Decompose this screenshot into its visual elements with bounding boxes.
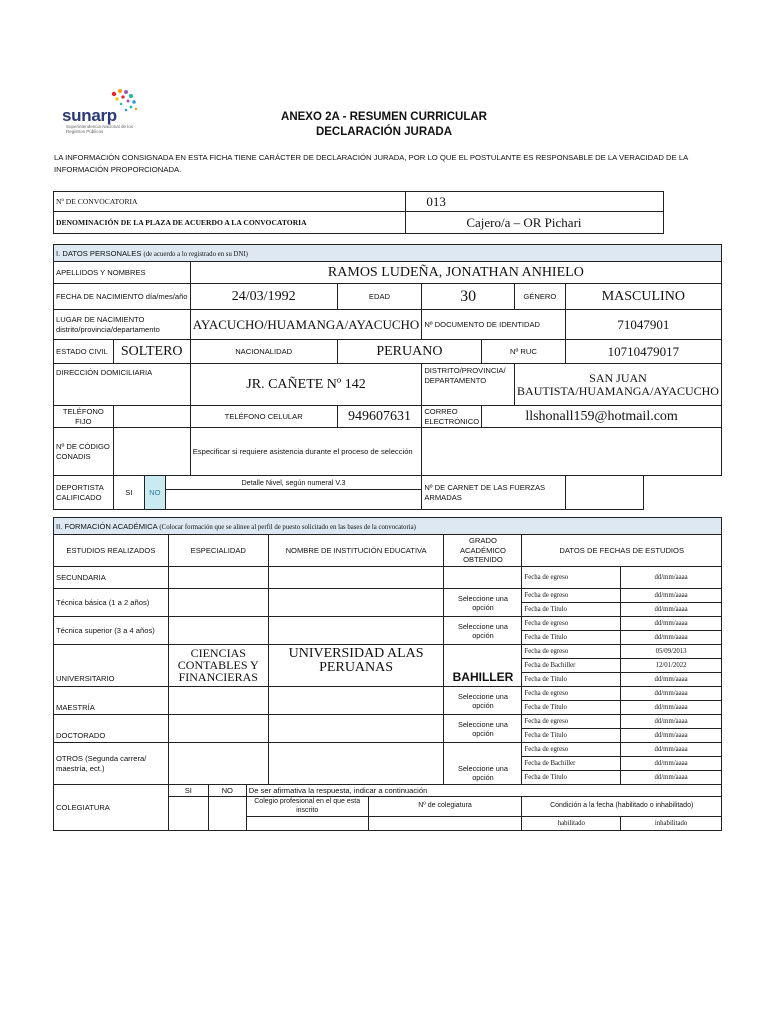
colegiatura-note: De ser afirmativa la respuesta, indicar a continuación [246, 785, 721, 797]
otros-bachiller-label: Fecha de Bachiller [522, 757, 621, 771]
col-institucion: NOMBRE DE INSTITUCIÓN EDUCATIVA [268, 535, 444, 567]
lugar-nacimiento-field[interactable]: AYACUCHO/HUAMANGA/AYACUCHO [190, 310, 422, 340]
colegio-field[interactable] [246, 817, 368, 831]
deportista-si[interactable]: SI [113, 476, 145, 510]
academic-table [53, 517, 722, 831]
edad-field[interactable]: 30 [422, 284, 515, 310]
carnet-field[interactable] [565, 476, 644, 510]
academic-section-note: (Colocar formación que se alinee al perfil de puesto solicitado en las bases de la convocatoria) [159, 523, 416, 531]
plaza-field[interactable]: Cajero/a – OR Pichari [406, 212, 664, 234]
asistencia-label: Especificar si requiere asistencia durante el proceso de selección [190, 428, 422, 476]
otros-bachiller-value[interactable]: dd/mm/aaaa [621, 757, 722, 771]
documento-field[interactable]: 71047901 [565, 310, 721, 340]
intro-text: LA INFORMACIÓN CONSIGNADA EN ESTA FICHA TIENE CARÁCTER DE DECLARACIÓN JURADA, POR LO QUE EL POSTULANTE ES RESPONSABLE DE LA VERACIDAD DE LA INFORMACIÓN PROPORCIONADA. [54, 153, 688, 174]
otros-egreso-value[interactable]: dd/mm/aaaa [621, 743, 722, 757]
fecha-nacimiento-field[interactable]: 24/03/1992 [190, 284, 337, 310]
col-fechas: DATOS DE FECHAS DE ESTUDIOS [522, 535, 722, 567]
universitario-institucion[interactable]: UNIVERSIDAD ALAS PERUANAS [268, 645, 444, 687]
documento-label: Nº DOCUMENTO DE IDENTIDAD [422, 310, 565, 340]
estado-civil-field[interactable]: SOLTERO [113, 340, 190, 364]
doctorado-titulo-value[interactable]: dd/mm/aaaa [621, 729, 722, 743]
correo-label: CORREO ELECTRÓNICO [422, 406, 482, 428]
asistencia-field[interactable] [422, 428, 722, 476]
universitario-bachiller-label: Fecha de Bachiller [522, 659, 621, 673]
condicion-header: Condición a la fecha (habilitado o inhabilitado) [522, 797, 722, 817]
secundaria-institucion[interactable] [268, 567, 444, 589]
habilitado-option[interactable]: habilitado [522, 817, 621, 831]
direccion-field[interactable]: JR. CAÑETE Nº 142 [190, 364, 422, 406]
colegio-header: Colegio profesional en el que esta inscrito [246, 797, 368, 817]
distrito-field[interactable]: SAN JUAN BAUTISTA/HUAMANGA/AYACUCHO [515, 364, 722, 406]
tec-basica-titulo-value[interactable]: dd/mm/aaaa [621, 603, 722, 617]
secundaria-fecha-label: Fecha de egreso [522, 567, 621, 589]
plaza-label: DENOMINACIÓN DE LA PLAZA DE ACUERDO A LA CONVOCATORIA [54, 212, 406, 234]
telefono-celular-field[interactable]: 949607631 [337, 406, 422, 428]
universitario-bachiller-value[interactable]: 12/01/2022 [621, 659, 722, 673]
secundaria-grado[interactable] [444, 567, 522, 589]
doctorado-label: DOCTORADO [54, 715, 169, 743]
num-colegiatura-header: Nº de colegiatura [368, 797, 522, 817]
secundaria-especialidad[interactable] [168, 567, 268, 589]
tec-basica-label: Técnica básica (1 a 2 años) [54, 589, 169, 617]
deportista-no[interactable]: NO [145, 476, 165, 510]
maestria-titulo-label: Fecha de Título [522, 701, 621, 715]
otros-grado-select[interactable]: Seleccione una opción [444, 743, 522, 785]
tec-basica-institucion[interactable] [268, 589, 444, 617]
nacionalidad-label: NACIONALIDAD [190, 340, 337, 364]
otros-label: OTROS (Segunda carrera/ maestría, ect.) [54, 743, 169, 785]
maestria-especialidad[interactable] [168, 687, 268, 715]
universitario-egreso-value[interactable]: 05/09/2013 [621, 645, 722, 659]
doctorado-titulo-label: Fecha de Título [522, 729, 621, 743]
edad-label: EDAD [337, 284, 422, 310]
document-subtitle: DECLARACIÓN JURADA [315, 126, 453, 138]
col-grado: GRADO ACADÉMICO OBTENIDO [444, 535, 522, 567]
tec-basica-titulo-label: Fecha de Título [522, 603, 621, 617]
fecha-nacimiento-label: FECHA DE NACIMIENTO día/mes/año [54, 284, 191, 310]
doctorado-grado-select[interactable]: Seleccione una opción [444, 715, 522, 743]
otros-titulo-label: Fecha de Título [522, 771, 621, 785]
personal-section-title: I. DATOS PERSONALES [56, 248, 142, 258]
nivel-field[interactable] [165, 490, 422, 510]
tec-superior-grado-select[interactable]: Seleccione una opción [444, 617, 522, 645]
colegiatura-label: COLEGIATURA [54, 785, 169, 831]
tec-superior-titulo-value[interactable]: dd/mm/aaaa [621, 631, 722, 645]
doctorado-institucion[interactable] [268, 715, 444, 743]
genero-label: GÉNERO [515, 284, 566, 310]
lugar-nacimiento-label: LUGAR DE NACIMIENTO distrito/provincia/departamento [54, 310, 191, 340]
otros-institucion[interactable] [268, 743, 444, 785]
convocatoria-number-field[interactable]: 013 [406, 192, 664, 212]
otros-especialidad[interactable] [168, 743, 268, 785]
correo-field[interactable]: llshonall159@hotmail.com [482, 406, 722, 428]
num-colegiatura-field[interactable] [368, 817, 522, 831]
personal-data-table [53, 244, 722, 510]
colegiatura-no-header: NO [208, 785, 246, 797]
conadis-label: Nº DE CÓDIGO CONADIS [54, 428, 114, 476]
tec-basica-grado-select[interactable]: Seleccione una opción [444, 589, 522, 617]
universitario-especialidad[interactable]: CIENCIAS CONTABLES Y FINANCIERAS [168, 645, 268, 687]
convocatoria-number-label: Nº DE CONVOCATORIA [54, 192, 406, 212]
maestria-institucion[interactable] [268, 687, 444, 715]
doctorado-egreso-value[interactable]: dd/mm/aaaa [621, 715, 722, 729]
genero-field[interactable]: MASCULINO [565, 284, 721, 310]
conadis-field[interactable] [113, 428, 190, 476]
colegiatura-si-header: SI [168, 785, 208, 797]
universitario-egreso-label: Fecha de egreso [522, 645, 621, 659]
tec-superior-institucion[interactable] [268, 617, 444, 645]
otros-titulo-value[interactable]: dd/mm/aaaa [621, 771, 722, 785]
colegiatura-no-field[interactable] [208, 797, 246, 831]
otros-egreso-label: Fecha de egreso [522, 743, 621, 757]
universitario-grado-select[interactable]: BAHILLER [444, 645, 522, 687]
col-especialidad: ESPECIALIDAD [168, 535, 268, 567]
apellidos-label: APELLIDOS Y NOMBRES [54, 262, 191, 284]
maestria-label: MAESTRÍA [54, 687, 169, 715]
maestria-grado-select[interactable]: Seleccione una opción [444, 687, 522, 715]
carnet-blank [644, 476, 722, 510]
col-estudios: ESTUDIOS REALIZADOS [54, 535, 169, 567]
ruc-field[interactable]: 10710479017 [565, 340, 721, 364]
tec-basica-egreso-label: Fecha de egreso [522, 589, 621, 603]
maestria-titulo-value[interactable]: dd/mm/aaaa [621, 701, 722, 715]
direccion-label: DIRECCIÓN DOMICILIARIA [54, 364, 191, 406]
telefono-fijo-field[interactable] [113, 406, 190, 428]
universitario-titulo-label: Fecha de Título [522, 673, 621, 687]
secundaria-label: SECUNDARIA [54, 567, 169, 589]
nacionalidad-field[interactable]: PERUANO [337, 340, 482, 364]
universitario-label: UNIVERSITARIO [54, 645, 169, 687]
logo-subtitle: Superintendencia Nacional de los Registros Públicos [66, 124, 134, 134]
deportista-label: DEPORTISTA CALIFICADO [54, 476, 114, 510]
doctorado-egreso-label: Fecha de egreso [522, 715, 621, 729]
tec-superior-egreso-value[interactable]: dd/mm/aaaa [621, 617, 722, 631]
nivel-label: Detalle Nivel, según numeral V.3 [165, 476, 422, 490]
tec-superior-titulo-label: Fecha de Título [522, 631, 621, 645]
academic-section-header [54, 518, 722, 535]
tec-superior-especialidad[interactable] [168, 617, 268, 645]
tec-basica-egreso-value[interactable]: dd/mm/aaaa [621, 589, 722, 603]
maestria-egreso-label: Fecha de egreso [522, 687, 621, 701]
inhabilitado-option[interactable]: inhabilitado [621, 817, 722, 831]
telefono-celular-label: TELÉFONO CELULAR [190, 406, 337, 428]
secundaria-fecha-value[interactable]: dd/mm/aaaa [621, 567, 722, 589]
distrito-label: DISTRITO/PROVINCIA/ DEPARTAMENTO [422, 364, 515, 406]
carnet-label: Nº DE CARNET DE LAS FUERZAS ARMADAS [422, 476, 565, 510]
colegiatura-si-field[interactable] [168, 797, 208, 831]
ruc-label: Nº RUC [482, 340, 566, 364]
academic-section-title: II. FORMACIÓN ACADÉMICA [56, 521, 158, 531]
maestria-egreso-value[interactable]: dd/mm/aaaa [621, 687, 722, 701]
doctorado-especialidad[interactable] [168, 715, 268, 743]
personal-section-header [54, 245, 722, 262]
tec-superior-label: Técnica superior (3 a 4 años) [54, 617, 169, 645]
telefono-fijo-label: TELÉFONO FIJO [54, 406, 114, 428]
personal-section-note: (de acuerdo a lo registrado en su DNI) [143, 250, 248, 258]
convocatoria-table [53, 191, 664, 234]
logo-text: sunarp [62, 106, 117, 125]
tec-basica-especialidad[interactable] [168, 589, 268, 617]
estado-civil-label: ESTADO CIVIL [54, 340, 114, 364]
apellidos-field[interactable]: RAMOS LUDEÑA, JONATHAN ANHIELO [190, 262, 721, 284]
document-title: ANEXO 2A - RESUMEN CURRICULAR [281, 111, 487, 123]
tec-superior-egreso-label: Fecha de egreso [522, 617, 621, 631]
universitario-titulo-value[interactable]: dd/mm/aaaa [621, 673, 722, 687]
